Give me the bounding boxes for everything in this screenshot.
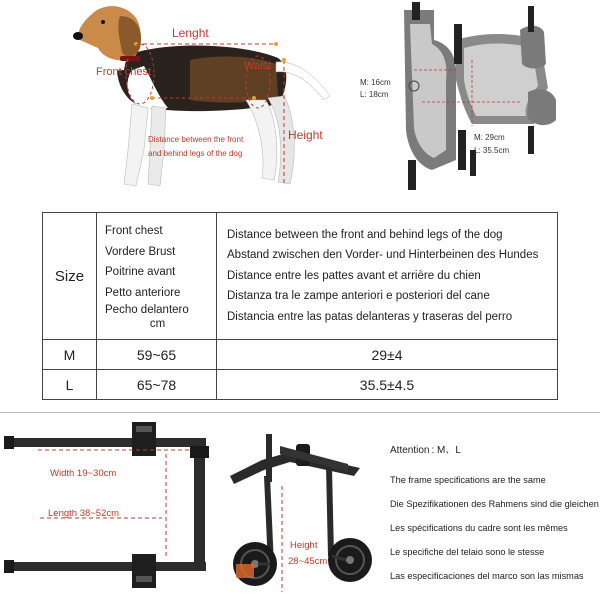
chest-label: Poitrine avant — [105, 266, 176, 278]
frame-length-label: Length 38~52cm — [48, 508, 120, 519]
attention-line: Les spécifications du cadre sont les mêmes — [390, 523, 568, 533]
size-header: Size — [43, 213, 97, 340]
size-cell: M — [43, 340, 97, 370]
attention-line: Le specifiche del telaio sono le stesse — [390, 547, 545, 557]
chest-label: Pecho delantero — [105, 304, 189, 316]
frame-width-label: Width 19~30cm — [50, 468, 117, 479]
frame-height-label: Height — [290, 540, 318, 551]
chest-label-cell — [97, 213, 217, 340]
length-label: Lenght — [172, 26, 209, 40]
section-divider — [0, 412, 600, 413]
size-table — [42, 212, 558, 400]
attention-note — [390, 444, 600, 582]
distance-label: Distance between the front and behind legs of the dog — [227, 228, 503, 241]
frame-height-range: 28~45cm — [288, 556, 328, 567]
wheel-illustration — [222, 416, 382, 600]
table-header-row — [43, 213, 558, 340]
harness-illustration — [352, 0, 600, 200]
distance-value-cell: 29±4 — [217, 340, 558, 370]
table-row — [43, 370, 558, 400]
size-cell: L — [43, 370, 97, 400]
chest-unit: cm — [149, 318, 166, 330]
distance-label: Abstand zwischen den Vorder- und Hinterbeinen des Hundes — [227, 249, 539, 262]
harness-l-width: L: 18cm — [360, 90, 389, 99]
harness-diagram — [352, 0, 600, 200]
distance-label: Distancia entre las patas delanteras y traseras del perro — [227, 310, 513, 323]
dog-measurement-diagram — [40, 0, 380, 200]
harness-m-width: M: 16cm — [360, 78, 391, 87]
frame-diagram — [0, 416, 225, 600]
chest-label: Vordere Brust — [105, 245, 176, 258]
wheel-assembly-diagram — [222, 416, 382, 600]
distance-label-cell — [217, 213, 558, 340]
attention-line: The frame specifications are the same — [390, 475, 546, 485]
harness-m-length: M: 29cm — [474, 133, 505, 142]
table-row — [43, 340, 558, 370]
front-chest-label: Front chest — [96, 66, 152, 78]
chest-label: Petto anteriore — [105, 286, 181, 299]
attention-line: Die Spezifikationen des Rahmens sind die gleichen — [390, 499, 599, 509]
waist-label: Waist — [244, 60, 272, 72]
distance-label: Distanza tra le zampe anteriori e posteriori del cane — [227, 290, 490, 303]
harness-l-length: L: 35.5cm — [474, 146, 510, 155]
height-label: Height — [288, 128, 323, 142]
dog-illustration — [40, 0, 380, 200]
distance-label: Distance entre les pattes avant et arrière du chien — [227, 269, 481, 282]
chest-value-cell: 65~78 — [97, 370, 217, 400]
chest-label: Front chest — [105, 225, 163, 237]
chest-value-cell: 59~65 — [97, 340, 217, 370]
distance-value-cell: 35.5±4.5 — [217, 370, 558, 400]
distance-note: Distance between the front and behind legs of the dog — [148, 135, 244, 158]
attention-line: Las especificaciones del marco son las mismas — [390, 571, 584, 581]
attention-title: Attention : M、L — [390, 445, 461, 456]
